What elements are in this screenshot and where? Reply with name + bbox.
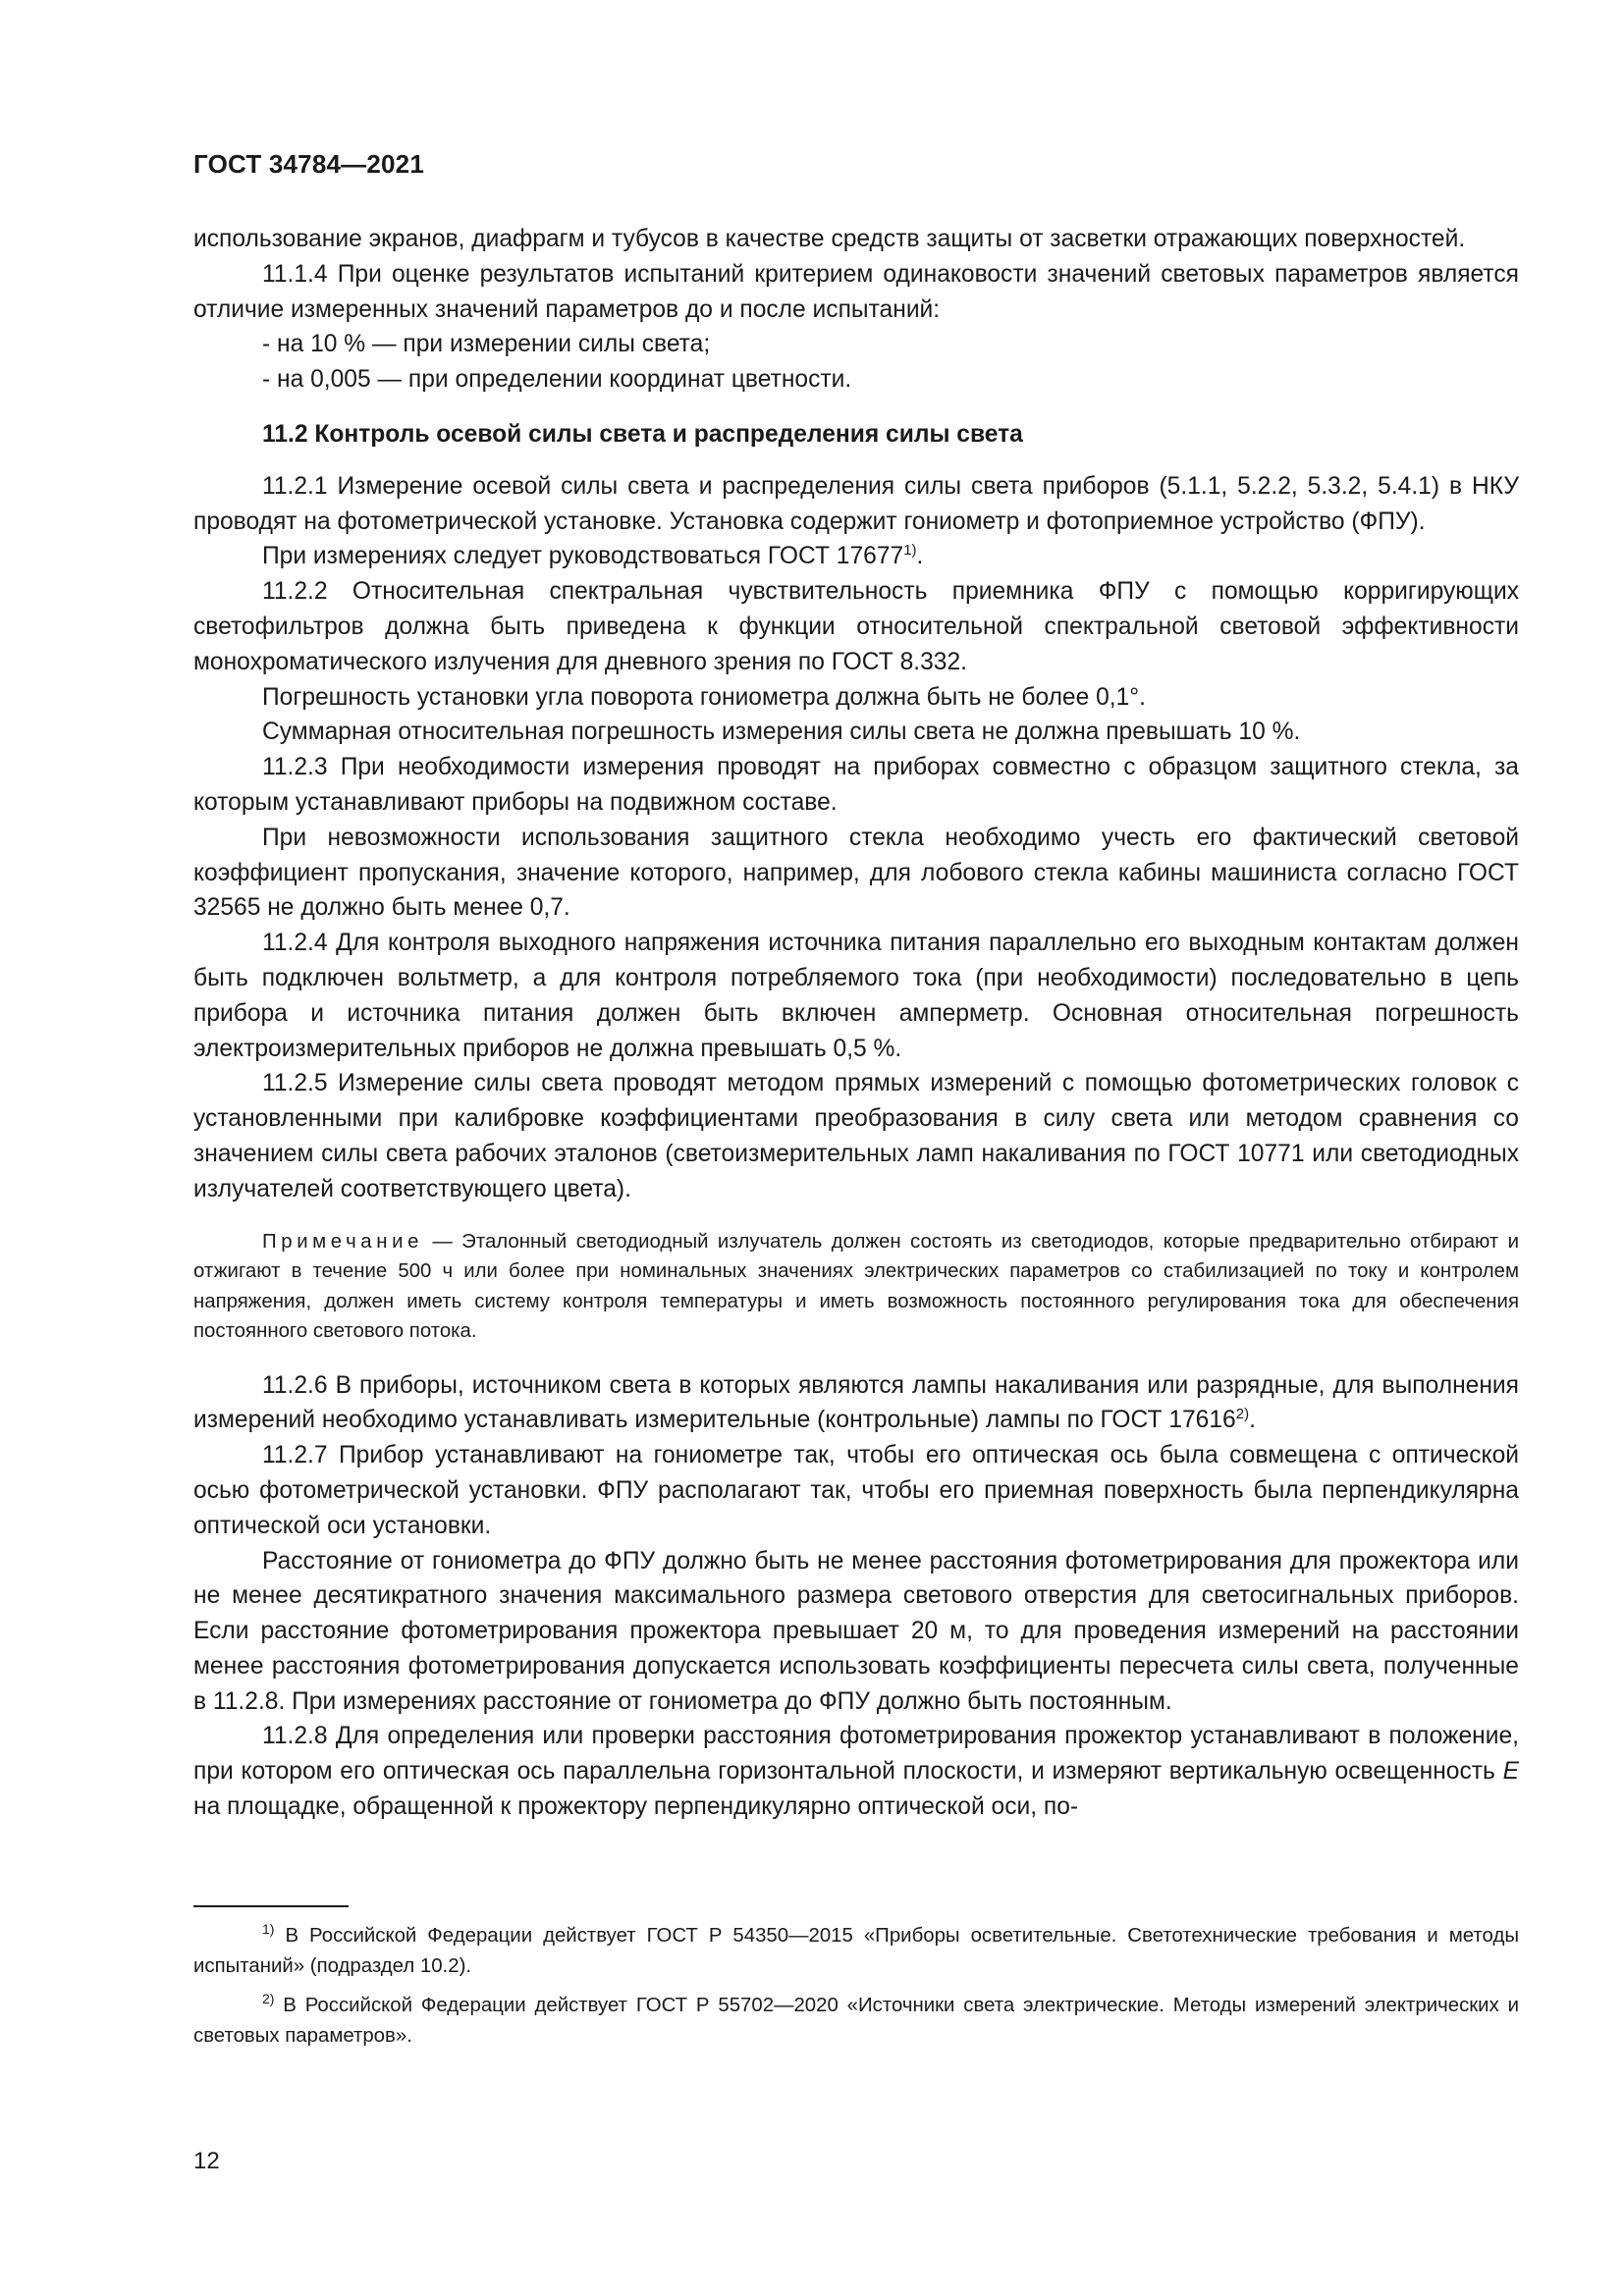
paragraph: При невозможности использования защитного стекла необходимо учесть его фактический световой коэффициент пропускания, значение которого, например, для лобового стекла кабины машиниста согласно ГОСТ 32565 не должно быть менее 0,7.: [193, 824, 1519, 922]
paragraph-11-2-7: 11.2.7 Прибор устанавливают на гониометре так, чтобы его оптическая ось была совмещена с оптической осью фотометрической установки. ФПУ располагают так, чтобы его приемная поверхность была перпендикулярна оптической оси установки.: [193, 1442, 1519, 1539]
paragraph: использование экранов, диафрагм и тубусов в качестве средств защиты от засветки отражающих поверхностей.: [193, 226, 1466, 252]
paragraph-11-1-4: 11.1.4 При оценке результатов испытаний критерием одинаковости значений световых параметров является отличие измеренных значений параметров до и после испытаний:: [193, 260, 1519, 323]
variable-e: Е: [1502, 1758, 1519, 1786]
document-body: [193, 222, 1519, 1825]
footnote-1: [193, 1921, 1519, 1981]
footnote-marker: 1): [262, 1921, 275, 1937]
paragraph-text-end: .: [916, 543, 924, 570]
paragraph-11-2-4: 11.2.4 Для контроля выходного напряжения источника питания параллельно его выходным контактам должен быть подключен вольтметр, а для контроля потребляемого тока (при необходимости) последовательно в цепь прибора и источника питания должен быть включен амперметр. Основная относительная погрешность электроизмерительных приборов не должна превышать 0,5 %.: [193, 930, 1519, 1062]
paragraph-11-2-6: [193, 1368, 1519, 1439]
paragraph-11-2-2: 11.2.2 Относительная спектральная чувствительность приемника ФПУ с помощью корригирующих светофильтров должна быть приведена к функции относительной спектральной световой эффективности монохроматического излучения для дневного зрения по ГОСТ 8.332.: [193, 578, 1519, 675]
paragraph-text: 11.2.6 В приборы, источником света в которых являются лампы накаливания или разрядные, для выполнения измерений необходимо устанавливать измерительные (контрольные) лампы по ГОСТ 17616: [193, 1371, 1519, 1434]
list-item: - на 10 % — при измерении силы света;: [262, 331, 711, 358]
paragraph-text: При измерениях следует руководствоваться ГОСТ 17677: [262, 543, 904, 570]
paragraph: Погрешность установки угла поворота гониометра должна быть не более 0,1°.: [262, 683, 1146, 711]
note-label: Примечание: [262, 1230, 424, 1253]
footnote-ref-2: 2): [1235, 1406, 1250, 1423]
section-heading-11-2: 11.2 Контроль осевой силы света и распределения силы света: [262, 420, 1023, 448]
page-number: 12: [193, 2148, 220, 2174]
paragraph-11-2-5: 11.2.5 Измерение силы света проводят методом прямых измерений с помощью фотометрических головок с установленными при калибровке коэффициентами преобразования в силу света или методом сравнения со значением силы света рабочих эталонов (светоизмерительных ламп накаливания по ГОСТ 10771 или светодиодных излучателей соответствующего цвета).: [193, 1070, 1519, 1202]
paragraph: Суммарная относительная погрешность измерения силы света не должна превышать 10 %.: [262, 719, 1301, 746]
footnote-text: В Российской Федерации действует ГОСТ Р 55702—2020 «Источники света электрические. Методы измерений электрических и световых параметров».: [193, 1995, 1519, 2047]
footnote-ref-1: 1): [903, 542, 917, 560]
paragraph: [193, 539, 1519, 574]
paragraph-text-end: .: [1249, 1407, 1256, 1434]
list-item: - на 0,005 — при определении координат цветности.: [262, 366, 852, 394]
paragraph-text: 11.2.8 Для определения или проверки расстояния фотометрирования прожектор устанавливают в положение, при котором его оптическая ось параллельна горизонтальной плоскости, и измеряют вертикальную освещенность: [193, 1723, 1519, 1786]
footnote-divider: [193, 1905, 349, 1907]
paragraph-text-end: на площадке, обращенной к прожектору перпендикулярно оптической оси, по-: [193, 1793, 1079, 1821]
paragraph-11-2-3: 11.2.3 При необходимости измерения проводят на приборах совместно с образцом защитного стекла, за которым устанавливают приборы на подвижном составе.: [193, 754, 1519, 816]
footnotes: [193, 1921, 1519, 2060]
note-text: — Эталонный светодиодный излучатель должен состоять из светодиодов, которые предварительно отбирают и отжигают в течение 500 ч или более при номинальных значениях электрических параметров со стабилизацией по току и контролем напряжения, должен иметь систему контроля температуры и иметь возможность постоянного регулирования тока для обеспечения постоянного светового потока.: [193, 1230, 1519, 1343]
note-block: [193, 1227, 1519, 1347]
footnote-2: [193, 1991, 1519, 2051]
paragraph: Расстояние от гониометра до ФПУ должно быть не менее расстояния фотометрирования для прожектора или не менее десятикратного значения максимального размера светового отверстия для светосигнальных приборов. Если расстояние фотометрирования прожектора превышает 20 м, то для проведения измерений на расстоянии менее расстояния фотометрирования допускается использовать коэффициенты пересчета силы света, полученные в 11.2.8. При измерениях расстояние от гониометра до ФПУ должно быть постоянным.: [193, 1547, 1519, 1715]
footnote-text: В Российской Федерации действует ГОСТ Р 54350—2015 «Приборы осветительные. Светотехнические требования и методы испытаний» (подраздел 10.2).: [193, 1925, 1519, 1977]
paragraph-11-2-1: 11.2.1 Измерение осевой силы света и распределения силы света приборов (5.1.1, 5.2.2, 5.3.2, 5.4.1) в НКУ проводят на фотометрической установке. Установка содержит гониометр и фотоприемное устройство (ФПУ).: [193, 472, 1519, 535]
footnote-marker: 2): [262, 1991, 275, 2006]
document-header: ГОСТ 34784—2021: [193, 149, 424, 179]
paragraph-11-2-8: [193, 1719, 1519, 1824]
